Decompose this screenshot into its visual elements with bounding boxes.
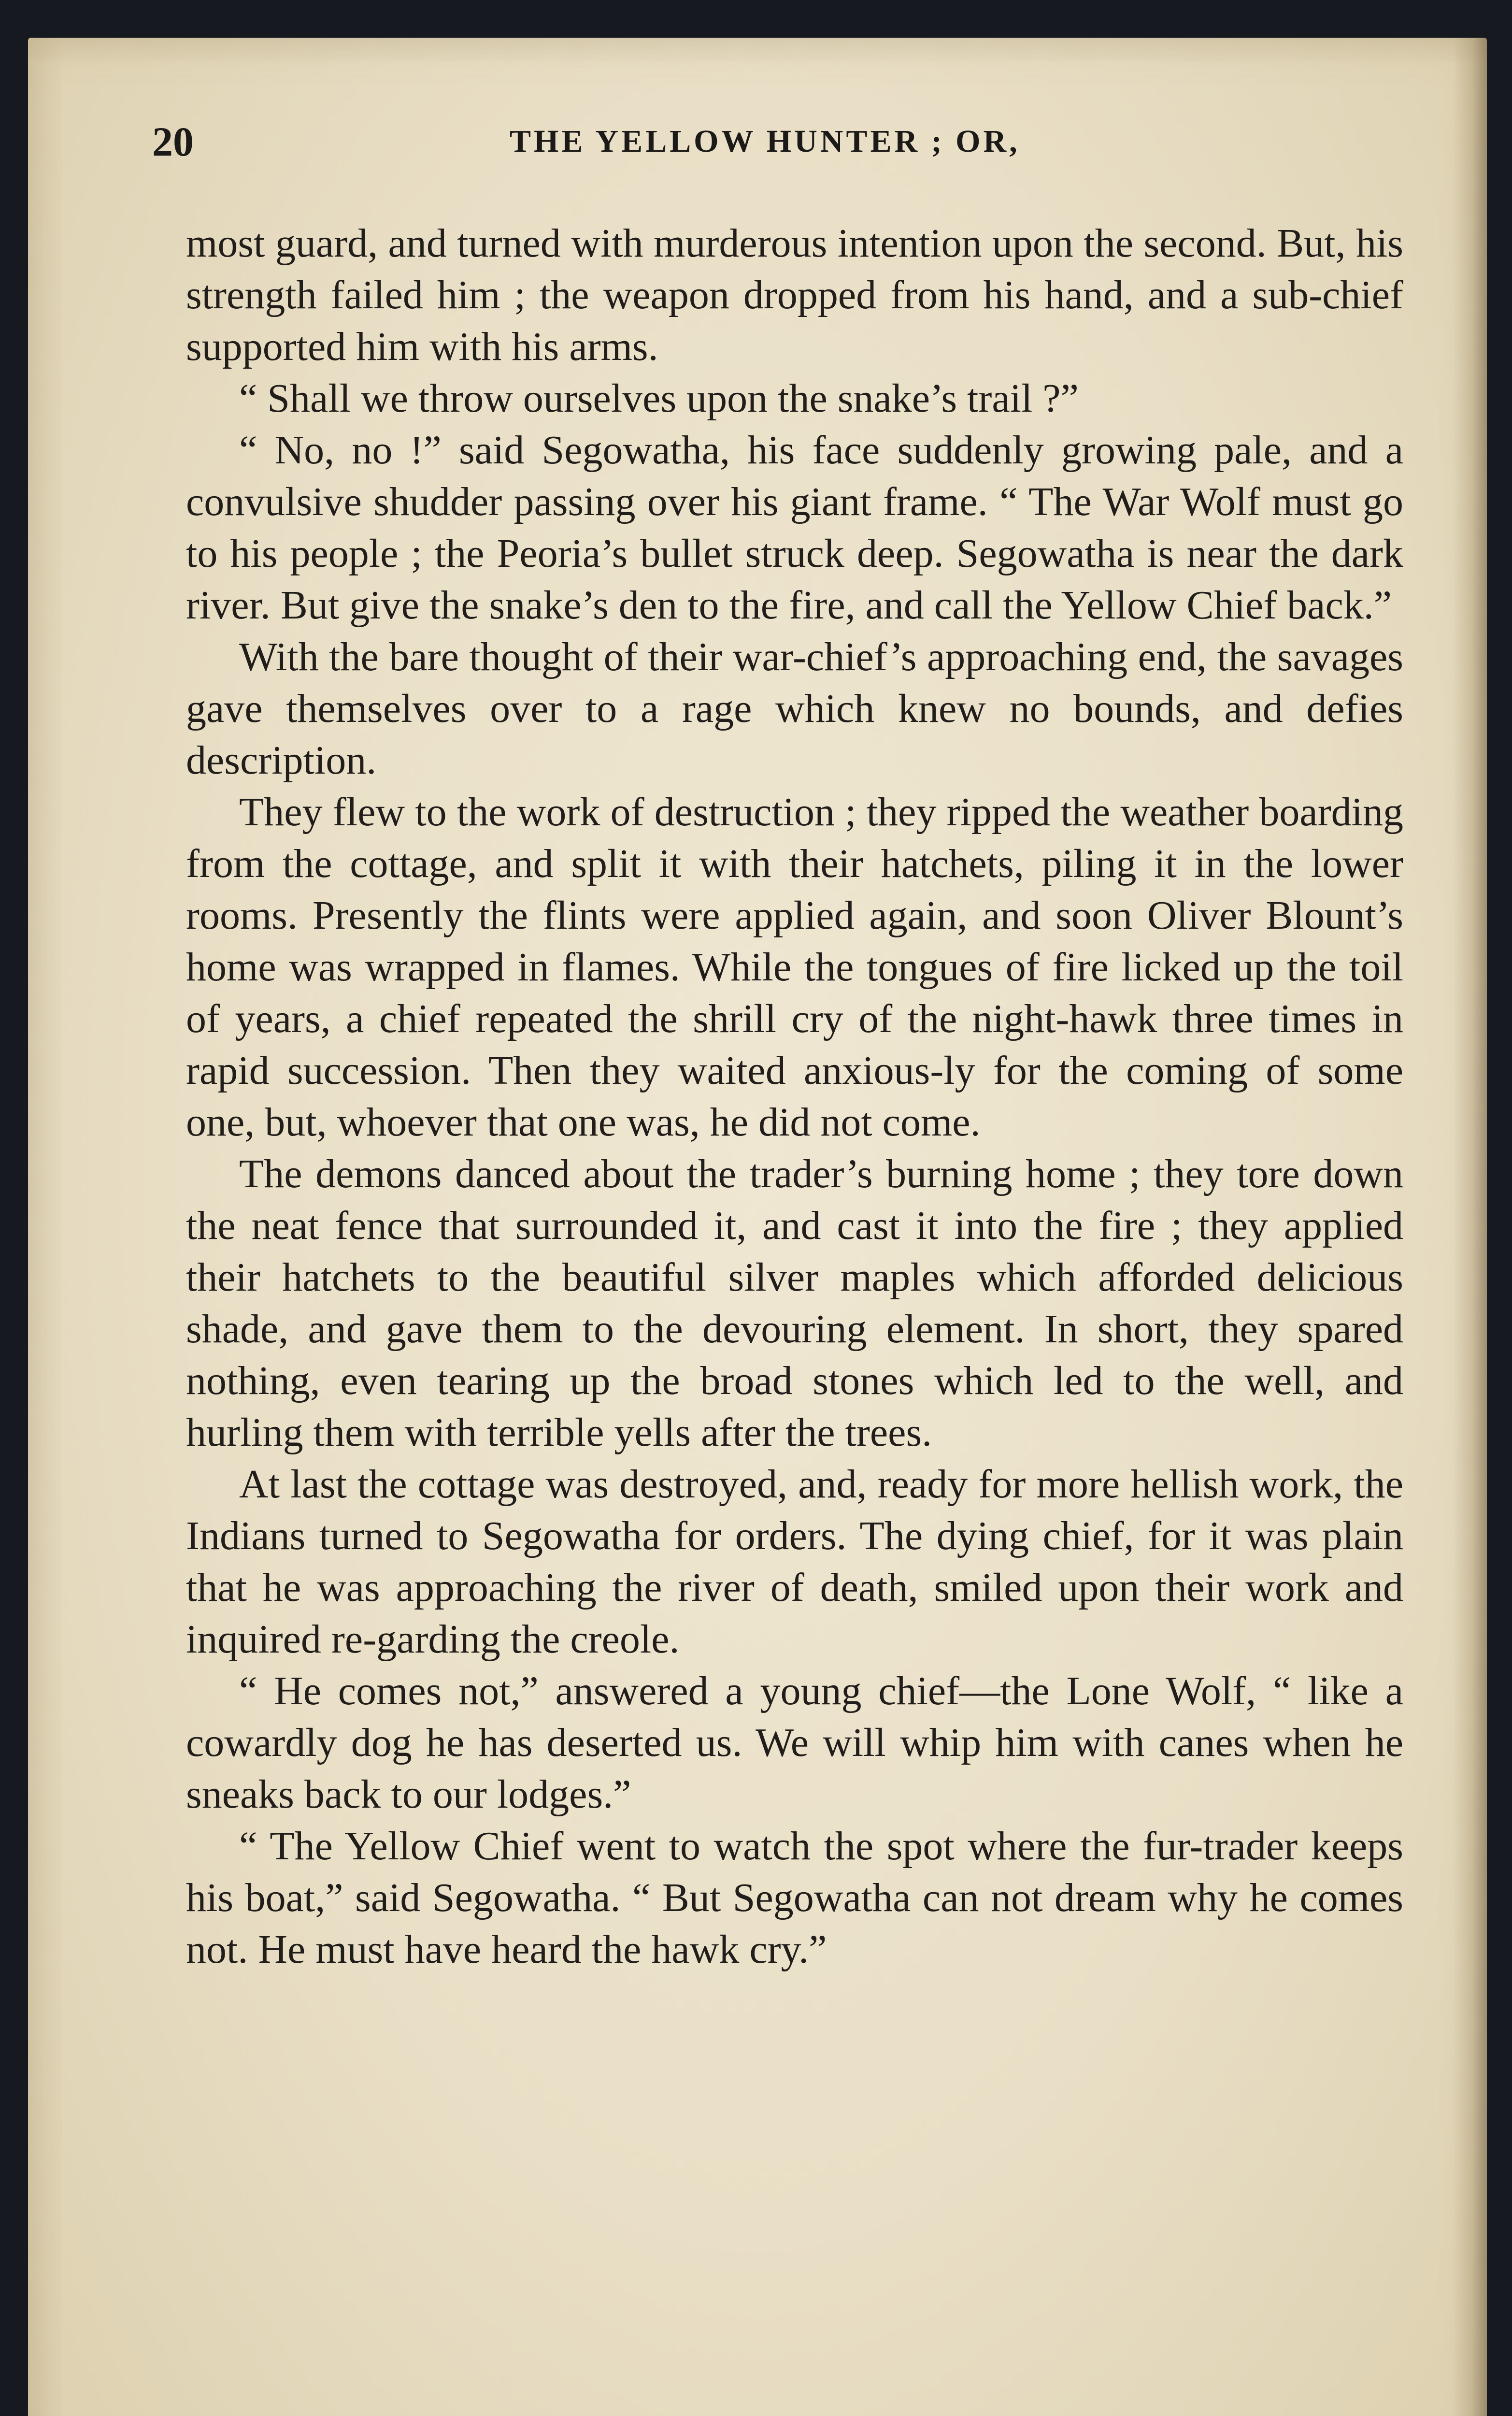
page-edge-shadow	[1453, 38, 1487, 2416]
paragraph-5: They flew to the work of destruction ; they ripped the weather boarding from the cottage, and split it with their hatchets, piling it in the lower rooms. Presently the flints were applied again, and soon Oliver Blount’s home was wrapped in flames. While the tongues of fire licked up the toil of years, a chief repeated the shrill cry of the night-hawk three times in rapid succession. Then they waited anxious-ly for the coming of some one, but, whoever that one was, he did not come.	[186, 790, 1403, 1145]
page-header	[152, 115, 1408, 168]
paragraph-6: The demons danced about the trader’s burning home ; they tore down the neat fence that surrounded it, and cast it into the fire ; they applied their hatchets to the beautiful silver maples which afforded delicious shade, and gave them to the devouring element. In short, they spared nothing, even tearing up the broad stones which led to the well, and hurling them with terrible yells after the trees.	[186, 1151, 1403, 1455]
paragraph-9: “ The Yellow Chief went to watch the spot where the fur-trader keeps his boat,” said Segowatha. “ But Segowatha can not dream why he comes not. He must have heard the hawk cry.”	[186, 1824, 1403, 1972]
paragraph-3: “ No, no !” said Segowatha, his face suddenly growing pale, and a convulsive shudder passing over his giant frame. “ The War Wolf must go to his people ; the Peoria’s bullet struck deep. Segowatha is near the dark river. But give the snake’s den to the fire, and call the Yellow Chief back.”	[186, 428, 1403, 628]
book-page	[28, 38, 1487, 2416]
page-number: 20	[152, 118, 194, 165]
paragraph-2: “ Shall we throw ourselves upon the snake’s trail ?”	[239, 376, 1079, 421]
running-title: THE YELLOW HUNTER ; OR,	[510, 124, 1020, 159]
paragraph-4: With the bare thought of their war-chief’s approaching end, the savages gave themselves over to a rage which knew no bounds, and defies description.	[186, 634, 1403, 783]
paragraph-1: most guard, and turned with murderous intention upon the second. But, his strength failed him ; the weapon dropped from his hand, and a sub-chief supported him with his arms.	[186, 221, 1403, 369]
paragraph-7: At last the cottage was destroyed, and, ready for more hellish work, the Indians turned to Segowatha for orders. The dying chief, for it was plain that he was approaching the river of death, smiled upon their work and inquired re-garding the creole.	[186, 1462, 1403, 1662]
body-text	[186, 217, 1403, 1975]
paragraph-8: “ He comes not,” answered a young chief—the Lone Wolf, “ like a cowardly dog he has deserted us. We will whip him with canes when he sneaks back to our lodges.”	[186, 1668, 1403, 1817]
